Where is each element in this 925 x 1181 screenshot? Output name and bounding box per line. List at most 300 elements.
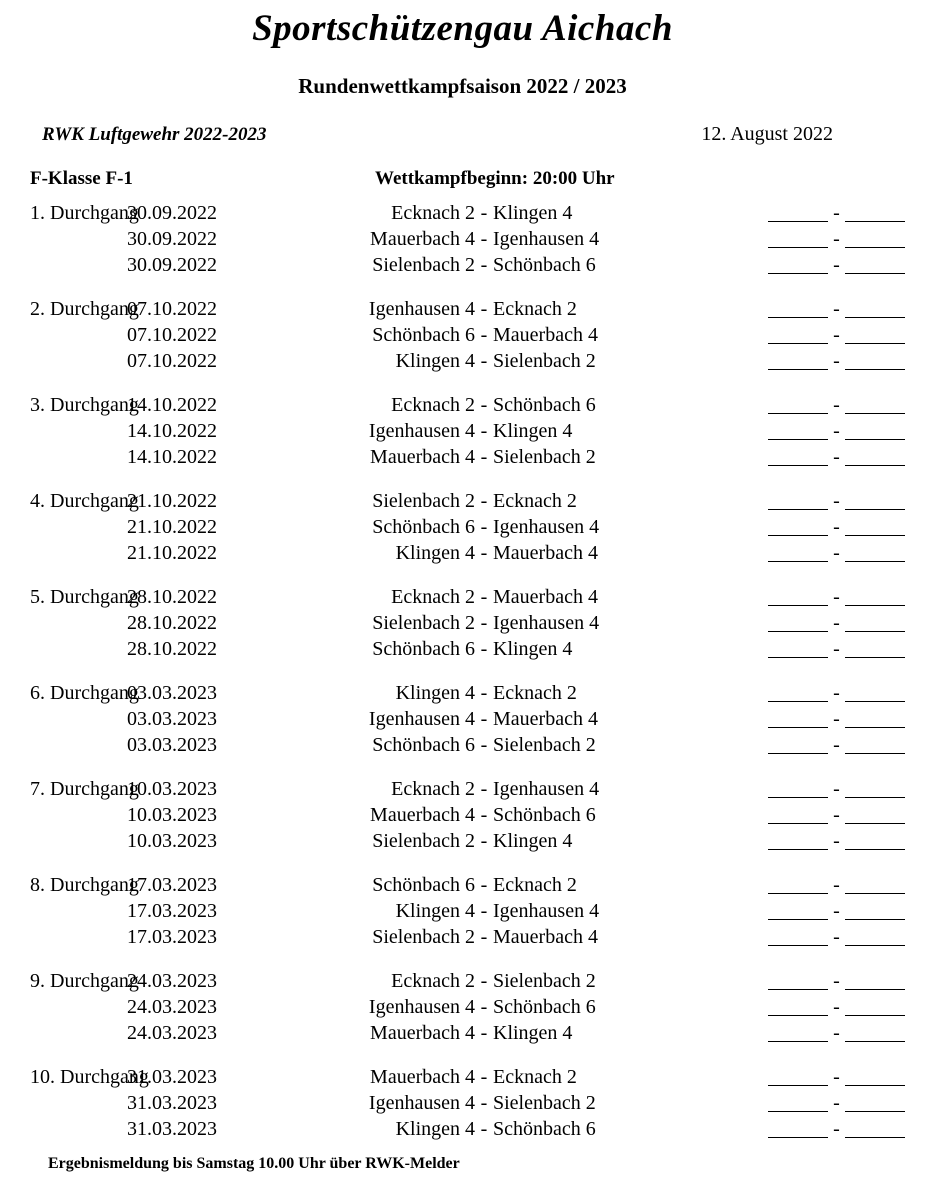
score-separator: -	[833, 1092, 840, 1114]
round-label: 8. Durchgang	[30, 874, 139, 896]
score-blank	[768, 392, 905, 418]
away-score-line	[845, 776, 905, 798]
home-score-line	[768, 1090, 828, 1112]
score-blank	[768, 924, 905, 950]
pairing-separator: -	[480, 708, 488, 730]
away-team: Sielenbach 2	[493, 970, 596, 992]
match-row	[0, 540, 925, 566]
match-row	[0, 968, 925, 994]
away-score-line	[845, 392, 905, 414]
match-row	[0, 584, 925, 610]
round-label: 6. Durchgang	[30, 682, 139, 704]
round-label	[0, 514, 127, 540]
pairing-separator: -	[480, 298, 488, 320]
score-blank	[768, 898, 905, 924]
match-date: 21.10.2022	[127, 490, 217, 512]
match-date: 24.03.2023	[127, 970, 217, 992]
home-team: Mauerbach 4	[370, 1022, 475, 1044]
match-date: 30.09.2022	[127, 202, 217, 224]
away-score-line	[845, 514, 905, 536]
pairing-separator: -	[480, 1118, 488, 1140]
score-separator: -	[833, 350, 840, 372]
match-date: 21.10.2022	[127, 516, 217, 538]
away-score-line	[845, 610, 905, 632]
pairing-separator: -	[480, 734, 488, 756]
match-date: 17.03.2023	[127, 926, 217, 948]
home-score-line	[768, 540, 828, 562]
match-date: 03.03.2023	[127, 708, 217, 730]
away-team: Igenhausen 4	[493, 516, 600, 538]
document-date: 12. August 2022	[701, 123, 833, 145]
home-team: Ecknach 2	[391, 778, 475, 800]
score-separator: -	[833, 996, 840, 1018]
home-team: Igenhausen 4	[368, 420, 475, 442]
away-team: Sielenbach 2	[493, 1092, 596, 1114]
home-score-line	[768, 924, 828, 946]
round-label	[0, 1020, 127, 1046]
score-blank	[768, 322, 905, 348]
away-team: Klingen 4	[493, 638, 573, 660]
away-team: Mauerbach 4	[493, 926, 598, 948]
score-separator: -	[833, 612, 840, 634]
round-label	[0, 706, 127, 732]
match-row	[0, 732, 925, 758]
round-label	[0, 1090, 127, 1116]
home-score-line	[768, 898, 828, 920]
home-team: Mauerbach 4	[370, 228, 475, 250]
round-label	[0, 610, 127, 636]
round-block	[0, 680, 925, 758]
away-team: Schönbach 6	[493, 996, 596, 1018]
score-separator: -	[833, 490, 840, 512]
home-team: Mauerbach 4	[370, 446, 475, 468]
pairing-separator: -	[480, 1066, 488, 1088]
pairing-separator: -	[480, 350, 488, 372]
home-score-line	[768, 1116, 828, 1138]
match-date: 14.10.2022	[127, 394, 217, 416]
score-separator: -	[833, 874, 840, 896]
home-team: Schönbach 6	[372, 516, 475, 538]
match-date: 10.03.2023	[127, 804, 217, 826]
away-score-line	[845, 802, 905, 824]
round-label	[0, 732, 127, 758]
away-team: Igenhausen 4	[493, 778, 600, 800]
pairing-separator: -	[480, 778, 488, 800]
away-score-line	[845, 252, 905, 274]
score-blank	[768, 802, 905, 828]
score-blank	[768, 540, 905, 566]
match-row	[0, 392, 925, 418]
score-separator: -	[833, 446, 840, 468]
home-score-line	[768, 348, 828, 370]
pairing-separator: -	[480, 542, 488, 564]
pairing-separator: -	[480, 638, 488, 660]
match-date: 07.10.2022	[127, 324, 217, 346]
home-team: Ecknach 2	[391, 970, 475, 992]
match-row	[0, 1090, 925, 1116]
home-team: Ecknach 2	[391, 394, 475, 416]
away-team: Schönbach 6	[493, 394, 596, 416]
pairing-separator: -	[480, 830, 488, 852]
away-score-line	[845, 418, 905, 440]
pairing-separator: -	[480, 996, 488, 1018]
home-team: Ecknach 2	[391, 202, 475, 224]
page-subtitle: Rundenwettkampfsaison 2022 / 2023	[298, 74, 627, 98]
match-row	[0, 514, 925, 540]
pairing-separator: -	[480, 926, 488, 948]
match-date: 07.10.2022	[127, 298, 217, 320]
match-date: 30.09.2022	[127, 228, 217, 250]
home-score-line	[768, 802, 828, 824]
score-blank	[768, 1020, 905, 1046]
away-team: Klingen 4	[493, 202, 573, 224]
score-separator: -	[833, 682, 840, 704]
home-team: Klingen 4	[395, 682, 475, 704]
match-date: 24.03.2023	[127, 1022, 217, 1044]
score-separator: -	[833, 638, 840, 660]
match-date: 17.03.2023	[127, 874, 217, 896]
away-team: Igenhausen 4	[493, 228, 600, 250]
score-blank	[768, 444, 905, 470]
away-team: Klingen 4	[493, 1022, 573, 1044]
match-date: 10.03.2023	[127, 830, 217, 852]
home-score-line	[768, 418, 828, 440]
score-blank	[768, 418, 905, 444]
away-team: Klingen 4	[493, 420, 573, 442]
away-team: Mauerbach 4	[493, 542, 598, 564]
score-blank	[768, 994, 905, 1020]
score-separator: -	[833, 900, 840, 922]
home-score-line	[768, 994, 828, 1016]
round-label: 3. Durchgang	[30, 394, 139, 416]
round-label	[0, 636, 127, 662]
away-team: Ecknach 2	[493, 874, 577, 896]
score-blank	[768, 200, 905, 226]
away-score-line	[845, 584, 905, 606]
pairing-separator: -	[480, 202, 488, 224]
round-label	[0, 994, 127, 1020]
score-separator: -	[833, 734, 840, 756]
pairing-separator: -	[480, 254, 488, 276]
round-label: 1. Durchgang	[30, 202, 139, 224]
away-team: Igenhausen 4	[493, 900, 600, 922]
match-date: 31.03.2023	[127, 1092, 217, 1114]
round-label	[0, 802, 127, 828]
pairing-separator: -	[480, 612, 488, 634]
home-team: Schönbach 6	[372, 734, 475, 756]
match-date: 03.03.2023	[127, 734, 217, 756]
score-separator: -	[833, 830, 840, 852]
pairing-separator: -	[480, 586, 488, 608]
class-row	[0, 167, 925, 191]
home-team: Klingen 4	[395, 1118, 475, 1140]
away-score-line	[845, 200, 905, 222]
home-team: Sielenbach 2	[372, 612, 475, 634]
match-row	[0, 348, 925, 374]
score-separator: -	[833, 1066, 840, 1088]
score-blank	[768, 680, 905, 706]
home-team: Sielenbach 2	[372, 830, 475, 852]
home-score-line	[768, 732, 828, 754]
match-date: 07.10.2022	[127, 350, 217, 372]
score-blank	[768, 1064, 905, 1090]
pairing-separator: -	[480, 900, 488, 922]
away-score-line	[845, 872, 905, 894]
home-score-line	[768, 968, 828, 990]
start-time-label: Wettkampfbeginn: 20:00 Uhr	[375, 168, 615, 189]
match-row	[0, 226, 925, 252]
score-separator: -	[833, 1022, 840, 1044]
away-score-line	[845, 322, 905, 344]
score-blank	[768, 968, 905, 994]
score-separator: -	[833, 298, 840, 320]
away-score-line	[845, 828, 905, 850]
home-team: Klingen 4	[395, 542, 475, 564]
score-separator: -	[833, 778, 840, 800]
away-score-line	[845, 488, 905, 510]
score-blank	[768, 252, 905, 278]
score-separator: -	[833, 542, 840, 564]
away-score-line	[845, 994, 905, 1016]
score-separator: -	[833, 586, 840, 608]
score-blank	[768, 348, 905, 374]
score-separator: -	[833, 228, 840, 250]
match-row	[0, 872, 925, 898]
match-row	[0, 610, 925, 636]
round-block	[0, 392, 925, 470]
away-team: Sielenbach 2	[493, 350, 596, 372]
away-score-line	[845, 1064, 905, 1086]
round-label: 2. Durchgang	[30, 298, 139, 320]
away-score-line	[845, 1020, 905, 1042]
score-blank	[768, 706, 905, 732]
home-team: Sielenbach 2	[372, 254, 475, 276]
competition-name: RWK Luftgewehr 2022-2023	[42, 124, 267, 145]
home-score-line	[768, 706, 828, 728]
schedule-rounds	[0, 200, 925, 1142]
away-team: Schönbach 6	[493, 254, 596, 276]
round-label	[0, 444, 127, 470]
home-score-line	[768, 776, 828, 798]
match-date: 30.09.2022	[127, 254, 217, 276]
away-team: Mauerbach 4	[493, 708, 598, 730]
pairing-separator: -	[480, 394, 488, 416]
round-block	[0, 872, 925, 950]
score-blank	[768, 1090, 905, 1116]
pairing-separator: -	[480, 970, 488, 992]
away-team: Ecknach 2	[493, 1066, 577, 1088]
match-row	[0, 802, 925, 828]
home-team: Mauerbach 4	[370, 804, 475, 826]
home-score-line	[768, 680, 828, 702]
match-row	[0, 488, 925, 514]
match-date: 28.10.2022	[127, 612, 217, 634]
away-score-line	[845, 898, 905, 920]
match-row	[0, 252, 925, 278]
away-team: Ecknach 2	[493, 490, 577, 512]
home-team: Klingen 4	[395, 350, 475, 372]
pairing-separator: -	[480, 516, 488, 538]
away-score-line	[845, 706, 905, 728]
away-team: Ecknach 2	[493, 682, 577, 704]
pairing-separator: -	[480, 324, 488, 346]
match-row	[0, 706, 925, 732]
round-label: 9. Durchgang	[30, 970, 139, 992]
score-blank	[768, 828, 905, 854]
home-team: Igenhausen 4	[368, 996, 475, 1018]
home-score-line	[768, 296, 828, 318]
away-score-line	[845, 1116, 905, 1138]
class-label: F-Klasse F-1	[30, 168, 133, 189]
away-score-line	[845, 732, 905, 754]
away-score-line	[845, 296, 905, 318]
round-label	[0, 252, 127, 278]
away-score-line	[845, 924, 905, 946]
home-score-line	[768, 392, 828, 414]
match-row	[0, 322, 925, 348]
home-team: Klingen 4	[395, 900, 475, 922]
home-score-line	[768, 610, 828, 632]
match-date: 24.03.2023	[127, 996, 217, 1018]
match-row	[0, 898, 925, 924]
match-date: 31.03.2023	[127, 1066, 217, 1088]
round-label: 4. Durchgang	[30, 490, 139, 512]
score-blank	[768, 636, 905, 662]
match-date: 10.03.2023	[127, 778, 217, 800]
score-separator: -	[833, 324, 840, 346]
home-score-line	[768, 200, 828, 222]
round-label	[0, 1116, 127, 1142]
pairing-separator: -	[480, 874, 488, 896]
score-blank	[768, 488, 905, 514]
score-separator: -	[833, 1118, 840, 1140]
away-team: Klingen 4	[493, 830, 573, 852]
match-row	[0, 680, 925, 706]
home-score-line	[768, 322, 828, 344]
home-team: Ecknach 2	[391, 586, 475, 608]
pairing-separator: -	[480, 446, 488, 468]
match-row	[0, 418, 925, 444]
away-team: Schönbach 6	[493, 804, 596, 826]
pairing-separator: -	[480, 490, 488, 512]
home-score-line	[768, 584, 828, 606]
match-row	[0, 444, 925, 470]
round-block	[0, 776, 925, 854]
round-label	[0, 348, 127, 374]
away-team: Ecknach 2	[493, 298, 577, 320]
score-separator: -	[833, 420, 840, 442]
away-score-line	[845, 348, 905, 370]
home-score-line	[768, 828, 828, 850]
match-row	[0, 828, 925, 854]
home-team: Schönbach 6	[372, 638, 475, 660]
away-score-line	[845, 968, 905, 990]
score-blank	[768, 1116, 905, 1142]
round-block	[0, 296, 925, 374]
score-separator: -	[833, 926, 840, 948]
round-block	[0, 488, 925, 566]
pairing-separator: -	[480, 228, 488, 250]
home-team: Sielenbach 2	[372, 926, 475, 948]
away-score-line	[845, 444, 905, 466]
round-label	[0, 418, 127, 444]
score-blank	[768, 226, 905, 252]
round-block	[0, 968, 925, 1046]
match-row	[0, 296, 925, 322]
round-label	[0, 828, 127, 854]
pairing-separator: -	[480, 804, 488, 826]
round-label	[0, 322, 127, 348]
score-blank	[768, 296, 905, 322]
away-team: Mauerbach 4	[493, 586, 598, 608]
match-row	[0, 994, 925, 1020]
score-blank	[768, 776, 905, 802]
round-label: 10. Durchgang	[30, 1066, 149, 1088]
score-separator: -	[833, 970, 840, 992]
home-team: Igenhausen 4	[368, 708, 475, 730]
round-label	[0, 924, 127, 950]
home-score-line	[768, 252, 828, 274]
pairing-separator: -	[480, 1022, 488, 1044]
home-team: Schönbach 6	[372, 324, 475, 346]
match-date: 28.10.2022	[127, 586, 217, 608]
match-date: 21.10.2022	[127, 542, 217, 564]
away-score-line	[845, 636, 905, 658]
meta-row	[0, 122, 925, 147]
round-label: 5. Durchgang	[30, 586, 139, 608]
match-date: 28.10.2022	[127, 638, 217, 660]
footer-note: Ergebnismeldung bis Samstag 10.00 Uhr über RWK-Melder	[48, 1155, 460, 1172]
round-block	[0, 584, 925, 662]
home-score-line	[768, 444, 828, 466]
round-label	[0, 540, 127, 566]
home-score-line	[768, 636, 828, 658]
away-score-line	[845, 540, 905, 562]
round-block	[0, 1064, 925, 1142]
score-blank	[768, 732, 905, 758]
match-row	[0, 776, 925, 802]
pairing-separator: -	[480, 420, 488, 442]
away-score-line	[845, 680, 905, 702]
score-blank	[768, 872, 905, 898]
away-team: Sielenbach 2	[493, 734, 596, 756]
score-blank	[768, 610, 905, 636]
home-score-line	[768, 488, 828, 510]
round-label	[0, 226, 127, 252]
score-separator: -	[833, 202, 840, 224]
home-team: Sielenbach 2	[372, 490, 475, 512]
match-date: 31.03.2023	[127, 1118, 217, 1140]
home-score-line	[768, 1064, 828, 1086]
score-separator: -	[833, 804, 840, 826]
home-team: Igenhausen 4	[368, 1092, 475, 1114]
home-score-line	[768, 872, 828, 894]
home-team: Schönbach 6	[372, 874, 475, 896]
home-team: Mauerbach 4	[370, 1066, 475, 1088]
pairing-separator: -	[480, 682, 488, 704]
score-blank	[768, 514, 905, 540]
score-blank	[768, 584, 905, 610]
score-separator: -	[833, 516, 840, 538]
home-score-line	[768, 1020, 828, 1042]
round-label: 7. Durchgang	[30, 778, 139, 800]
match-row	[0, 200, 925, 226]
match-row	[0, 1020, 925, 1046]
round-block	[0, 200, 925, 278]
away-score-line	[845, 1090, 905, 1112]
home-team: Igenhausen 4	[368, 298, 475, 320]
match-date: 17.03.2023	[127, 900, 217, 922]
